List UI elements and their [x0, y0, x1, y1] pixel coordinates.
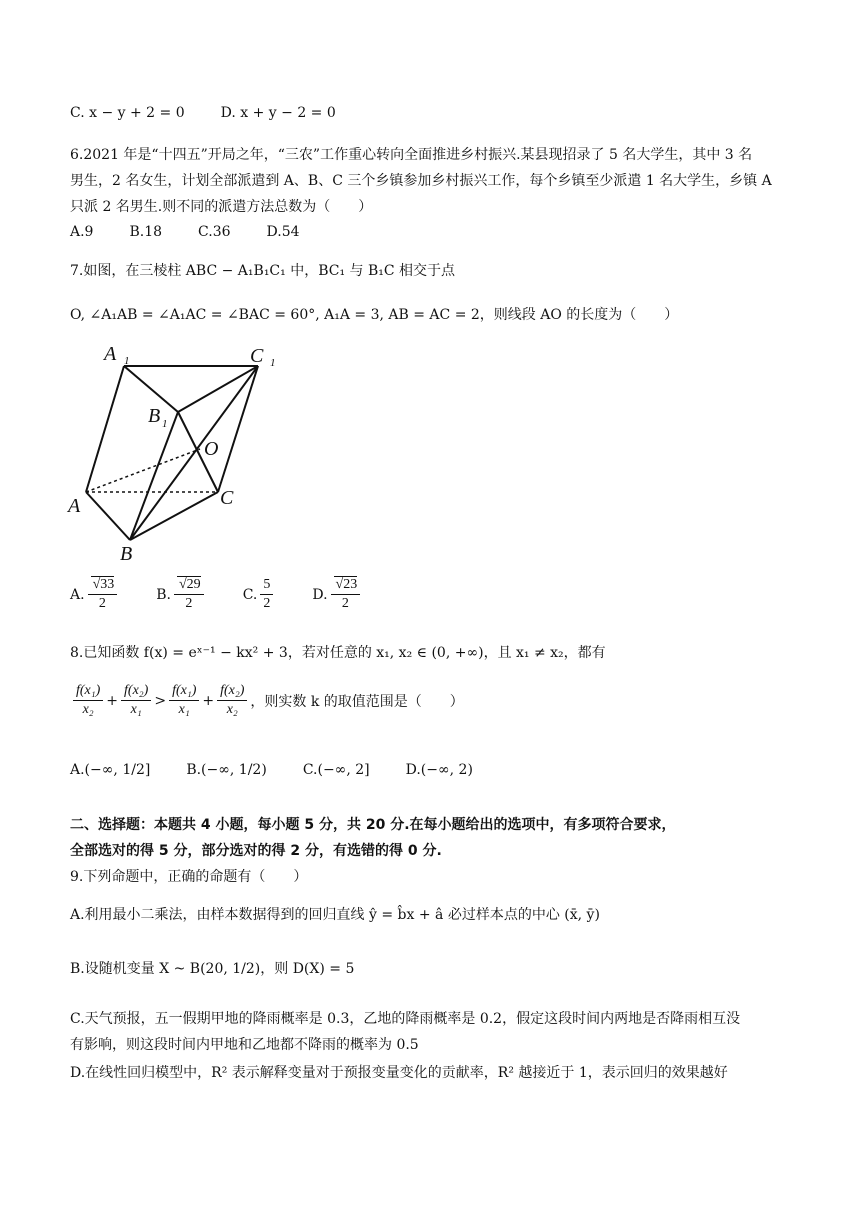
- label-c: C: [220, 487, 234, 509]
- prism-figure: [66, 330, 296, 570]
- q6-option-b: B.18: [129, 224, 163, 240]
- q6-option-c: C.36: [198, 224, 231, 240]
- section2-heading-line-2: 全部选对的得 5 分，部分选对的得 2 分，有选错的得 0 分.: [70, 843, 442, 859]
- q7-option-b-num: √29: [179, 577, 201, 592]
- q9-option-c-line-2: 有影响，则这段时间内甲地和乙地都不降雨的概率为 0.5: [70, 1037, 419, 1053]
- q7-option-b-fraction: [174, 576, 204, 613]
- label-c1-sub: 1: [270, 357, 276, 369]
- q7-option-c-den: 2: [263, 596, 271, 611]
- q8-option-b: B.(−∞, 1/2): [186, 762, 267, 778]
- q9-option-c-line-1: C.天气预报，五一假期甲地的降雨概率是 0.3，乙地的降雨概率是 0.2，假定这段时间内两地是否降雨相互没: [70, 1011, 741, 1027]
- label-a1: A: [104, 343, 117, 365]
- label-b1: B: [148, 405, 161, 427]
- q7-line-1: 7.如图，在三棱柱 ABC − A₁B₁C₁ 中，BC₁ 与 B₁C 相交于点: [70, 263, 456, 279]
- q7-option-b-den: 2: [185, 596, 193, 611]
- q7-option-d: [312, 576, 363, 613]
- ineq-term-2: $\frac{\text{f(x₂)}}{\text{x₁}}$: [121, 682, 151, 719]
- q9-option-b: B.设随机变量 X ~ B(20, 1/2)，则 D(X) = 5: [70, 961, 355, 977]
- q8-inequality-tail: ，则实数 k 的取值范围是（ ）: [250, 693, 464, 710]
- q8-inequality: $\frac{\text{f(x₁)}}{\text{x₂}}$ + $\frac{\text{f(x₂)}}{\text{x₁}}$ > $\frac{\text{f(x₁)}}{\text{x₁}}$ + $\frac{\text{f(x₂)}}{\text{x₂}}$ ，则实数 k 的取值范围是（ ）: [70, 682, 464, 719]
- q9-option-a: A.利用最小二乘法，由样本数据得到的回归直线 ŷ = b̂x + â 必过样本点的中心 (x̄, ȳ): [70, 907, 600, 923]
- ineq-term-1: $\frac{\text{f(x₁)}}{\text{x₂}}$: [73, 682, 103, 719]
- q7-option-a-fraction: [88, 576, 118, 613]
- section2-heading-line-1: 二、选择题：本题共 4 小题，每小题 5 分，共 20 分.在每小题给出的选项中，有多项符合要求，: [70, 817, 676, 833]
- q7-option-d-letter: D.: [312, 586, 328, 603]
- q6-line-1: 6.2021 年是“十四五”开局之年，“三农”工作重心转向全面推进乡村振兴.某县现招录了 5 名大学生，其中 3 名: [70, 147, 753, 163]
- q5-option-c: C. x − y + 2 = 0: [70, 105, 185, 121]
- q8-option-a: A.(−∞, 1/2]: [70, 762, 151, 778]
- label-a: A: [68, 495, 81, 517]
- ineq-term-4: $\frac{\text{f(x₂)}}{\text{x₂}}$: [217, 682, 247, 719]
- prism-diagram: [66, 330, 296, 570]
- label-o: O: [204, 438, 219, 460]
- q9-stem: 9.下列命题中，正确的命题有（ ）: [70, 869, 308, 885]
- edge-ab: [86, 492, 130, 540]
- q9-option-d: D.在线性回归模型中，R² 表示解释变量对于预报变量变化的贡献率，R² 越接近于 1，表示回归的效果越好: [70, 1065, 728, 1081]
- q6-line-3: 只派 2 名男生.则不同的派遣方法总数为（ ）: [70, 199, 373, 215]
- q7-option-d-fraction: [331, 576, 361, 613]
- q7-option-b-letter: B.: [156, 586, 171, 603]
- label-b: B: [120, 543, 133, 565]
- q7-option-b: [156, 576, 206, 613]
- label-c1: C: [250, 345, 264, 367]
- edge-a1a: [86, 366, 124, 492]
- edge-bc: [130, 492, 218, 540]
- q5-options: [70, 105, 372, 121]
- q7-option-c-letter: C.: [242, 586, 258, 603]
- q8-option-d: D.(−∞, 2): [405, 762, 473, 778]
- q7-option-a-num: √33: [92, 577, 115, 592]
- q7-option-a-den: 2: [98, 596, 106, 611]
- q6-line-2: 男生，2 名女生，计划全部派遣到 A、B、C 三个乡镇参加乡村振兴工作，每个乡镇至少派遣 1 名大学生，乡镇 A: [70, 173, 772, 189]
- q8-option-c: C.(−∞, 2]: [302, 762, 370, 778]
- hidden-segment-ao: [86, 449, 200, 492]
- q5-option-d: D. x + y − 2 = 0: [220, 105, 336, 121]
- q7-options: [70, 576, 399, 613]
- ineq-term-3: $\frac{\text{f(x₁)}}{\text{x₁}}$: [169, 682, 199, 719]
- label-b1-sub: 1: [162, 418, 168, 430]
- q6-option-d: D.54: [266, 224, 300, 240]
- q7-line-2: O, ∠A₁AB = ∠A₁AC = ∠BAC = 60°, A₁A = 3, AB = AC = 2，则线段 AO 的长度为（ ）: [70, 307, 679, 323]
- edge-b1b: [130, 412, 178, 540]
- q7-option-c-fraction: [260, 576, 273, 613]
- q7-option-c: [243, 576, 277, 613]
- q7-option-d-den: 2: [341, 596, 349, 611]
- q8-line-1: 8.已知函数 f(x) = eˣ⁻¹ − kx² + 3，若对任意的 x₁, x₂ ∈ (0, +∞)，且 x₁ ≠ x₂，都有: [70, 645, 606, 661]
- label-a1-sub: 1: [124, 355, 130, 367]
- q7-option-a-letter: A.: [70, 586, 85, 603]
- q7-option-d-num: √23: [335, 577, 358, 592]
- q7-option-a: [70, 576, 120, 613]
- q7-option-c-num: 5: [260, 576, 273, 595]
- q8-options: [70, 762, 509, 778]
- diag-bc1: [130, 366, 258, 540]
- q6-option-a: A.9: [70, 224, 94, 240]
- q6-options: [70, 224, 336, 240]
